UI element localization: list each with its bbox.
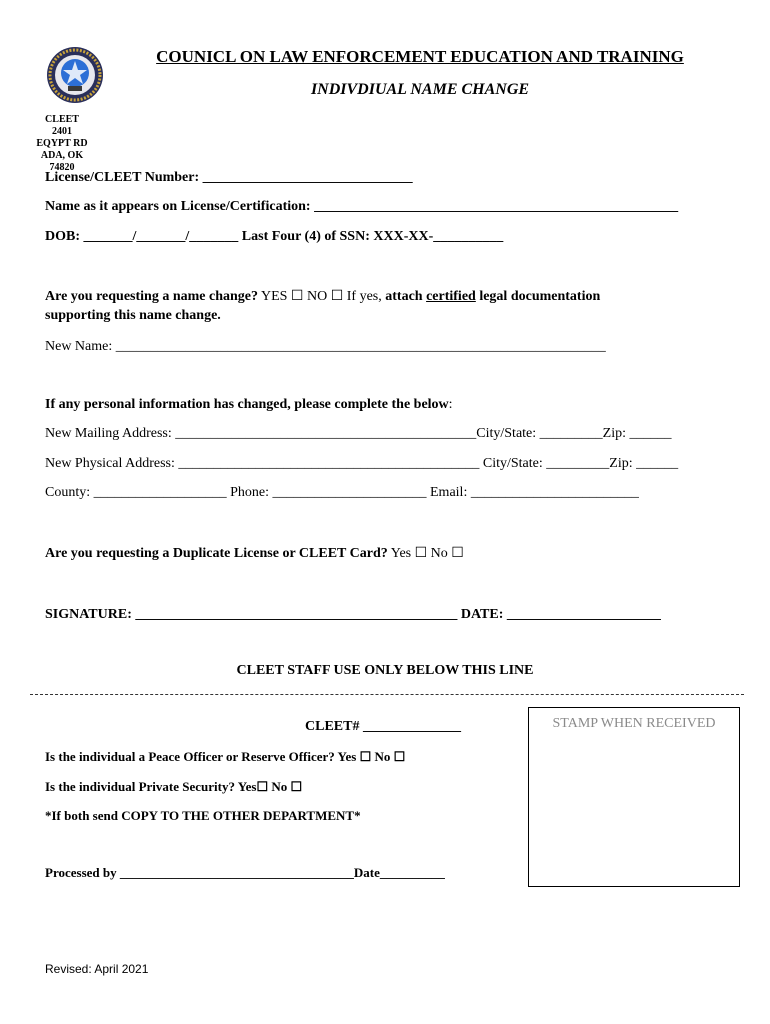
- processed-by-field[interactable]: Processed by ____________________________________Date__________: [45, 865, 445, 880]
- stamp-label: STAMP WHEN RECEIVED: [552, 716, 716, 731]
- license-number-field[interactable]: License/CLEET Number: ______________________________: [45, 170, 413, 185]
- personal-info-colon: :: [448, 397, 453, 412]
- personal-info-heading-line: [45, 397, 453, 413]
- address-line-1: 2401 EQYPT RD: [36, 126, 88, 149]
- dob-ssn-field[interactable]: DOB: _______/_______/_______ Last Four (4) of SSN: XXX-XX-__________: [45, 229, 504, 244]
- private-security-question[interactable]: Is the individual Private Security? Yes☐ No ☐: [45, 779, 303, 794]
- if-yes-text: If yes,: [346, 289, 382, 304]
- supporting-text: supporting this name change.: [45, 308, 221, 323]
- address-line-2: ADA, OK 74820: [40, 150, 84, 173]
- staff-heading: CLEET STAFF USE ONLY BELOW THIS LINE: [236, 663, 534, 678]
- duplicate-question-line: [45, 545, 464, 562]
- stamp-box: [528, 707, 740, 887]
- agency-name: CLEET: [45, 114, 79, 125]
- name-change-options[interactable]: YES ☐ NO ☐: [260, 289, 344, 304]
- duplicate-question: Are you requesting a Duplicate License or CLEET Card?: [45, 546, 388, 561]
- physical-address-field[interactable]: New Physical Address: ___________________________________________ City/State: _________Zip: ______: [45, 456, 679, 471]
- revised-date: Revised: April 2021: [45, 962, 149, 976]
- agency-address: [34, 114, 90, 174]
- name-change-question-line: [45, 288, 600, 305]
- name-as-appears-field[interactable]: Name as it appears on License/Certification: ____________________________________________________: [45, 199, 679, 214]
- attach-text: attach: [385, 289, 423, 304]
- dashed-divider: [30, 694, 744, 695]
- duplicate-options[interactable]: Yes ☐ No ☐: [390, 546, 464, 561]
- mailing-address-field[interactable]: New Mailing Address: ___________________________________________City/State: _________Zip: ______: [45, 426, 672, 441]
- legal-doc-text: legal documentation: [479, 289, 601, 304]
- form-subtitle: INDIVDIUAL NAME CHANGE: [310, 81, 530, 98]
- cleet-number-field[interactable]: CLEET# ______________: [305, 719, 461, 734]
- signature-date-field[interactable]: SIGNATURE: ______________________________________________ DATE: ______________________: [45, 607, 661, 622]
- name-change-question: Are you requesting a name change?: [45, 289, 258, 304]
- form-title: COUNICL ON LAW ENFORCEMENT EDUCATION AND TRAINING: [156, 47, 684, 66]
- personal-info-heading: If any personal information has changed, please complete the below: [45, 397, 449, 412]
- peace-officer-question[interactable]: Is the individual a Peace Officer or Reserve Officer? Yes ☐ No ☐: [45, 749, 406, 764]
- new-name-field[interactable]: New Name: ______________________________________________________________________: [45, 339, 606, 354]
- copy-note: *If both send COPY TO THE OTHER DEPARTMENT*: [45, 808, 361, 823]
- certified-text: certified: [426, 289, 476, 304]
- county-phone-email-field[interactable]: County: ___________________ Phone: ______________________ Email: ________________________: [45, 485, 639, 500]
